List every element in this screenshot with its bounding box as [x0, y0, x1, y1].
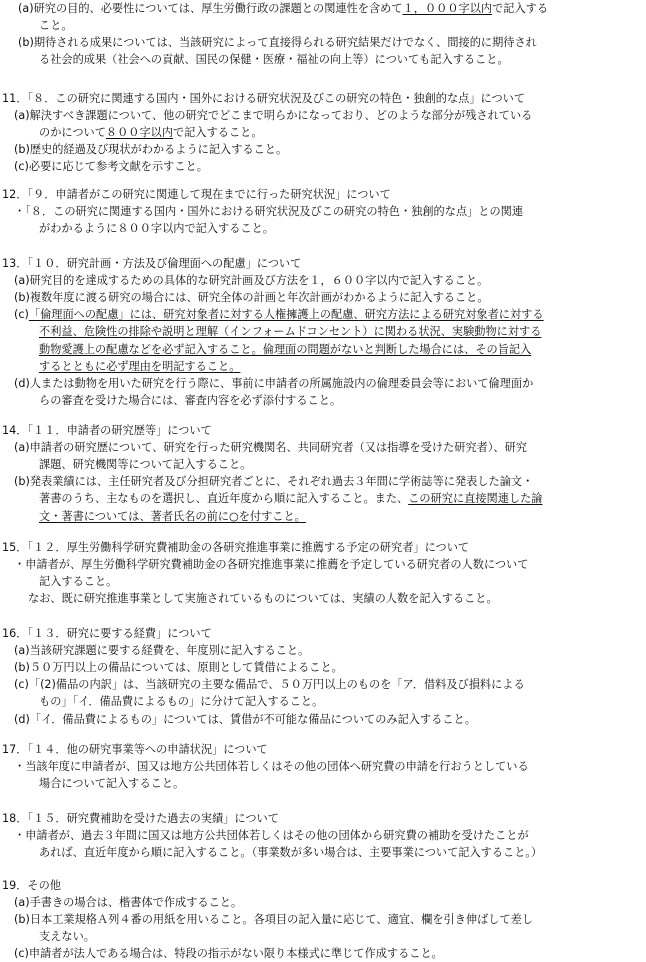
- text-segment: (b)日本工業規格Ａ列４番の用紙を用いること。各項目の記入量に応じて、適宜、欄を引き伸ばして差し: [14, 913, 534, 927]
- text-segment: (d)「イ．備品費によるもの」については、賃借が不可能な備品についてのみ記入すること。: [14, 712, 476, 726]
- section-heading: 16．「１３．研究に要する経費」について: [2, 627, 212, 640]
- text-segment: (a)申請者の研究歴について、研究を行った研究機関名、共同研究者（又は指導を受けた研究者）、研究: [14, 441, 527, 455]
- text-segment: (c): [14, 308, 29, 322]
- underlined-text: するとともに必ず理由を明記すること。: [39, 359, 241, 373]
- text-segment: 課題、研究機関等について記入すること。: [39, 458, 252, 472]
- text-segment: (b)発表業績には、主任研究者及び分担研究者ごとに、それぞれ過去３年間に学術誌等に発表した論文・: [14, 475, 534, 489]
- section-heading: 17．「１４．他の研究事業等への申請状況」について: [2, 743, 268, 756]
- text-segment: (b)５０万円以上の備品については、原則として賃借によること。: [14, 661, 343, 675]
- text-segment: ・申請者が、過去３年間に国又は地方公共団体若しくはその他の団体から研究費の補助を受けたことが: [14, 829, 529, 843]
- text-segment: なお、既に研究推進事業として実施されているものについては、実績の人数を記入すること。: [28, 592, 498, 606]
- item-line: [14, 758, 529, 775]
- text-segment: (b)期待される成果については、当該研究によって直接得られる研究結果だけでなく、間接的に期待され: [18, 36, 537, 50]
- text-segment: 支えない。: [39, 930, 95, 944]
- item-continuation-line: [39, 17, 73, 34]
- item-line: [14, 289, 489, 306]
- item-line: [14, 107, 532, 124]
- section-heading: 19．その他: [2, 879, 61, 892]
- text-segment: (d)人または動物を用いた研究を行う際に、事前に申請者の所属施設内の倫理委員会等において倫理面か: [14, 376, 534, 390]
- text-segment: がわかるように８００字以内で記入すること。: [39, 222, 274, 236]
- section-heading: 18．「１５．研究費補助を受けた過去の実績」について: [2, 812, 279, 825]
- item-continuation-line: [39, 844, 542, 861]
- item-line: [14, 711, 476, 728]
- text-segment: あれば、直近年度から順に記入すること。（事業数が多い場合は、主要事業について記入すること。）: [39, 846, 543, 860]
- text-segment: (a)解決すべき課題について、他の研究でどこまで明らかになっており、どのような部分が残されている: [14, 109, 533, 123]
- text-segment: (b)歴史的経過及び現状がわかるように記入すること。: [14, 143, 288, 157]
- text-segment: らの審査を受けた場合には、審査内容を必ず添付すること。: [39, 393, 342, 407]
- text-segment: (a)研究目的を達成するための具体的な研究計画及び方法を１，６００字以内で記入すること。: [14, 274, 489, 288]
- text-segment: (a)手書きの場合は、楷書体で作成すること。: [14, 896, 243, 910]
- underlined-text: 「倫理面への配慮」には、研究対象者に対する人権擁護上の配慮、研究方法による研究対象者に対する: [28, 308, 544, 322]
- item-continuation-line: [39, 51, 509, 68]
- item-line: [14, 676, 525, 693]
- item-line: [14, 158, 208, 175]
- item-line: [18, 0, 548, 17]
- item-continuation-line: [39, 573, 117, 590]
- text-segment: 記入すること。: [39, 575, 118, 589]
- item-line: [14, 141, 287, 158]
- section-heading: 11．「８．この研究に関連する国内・国外における研究状況及びこの研究の特色・独創的な点」について: [2, 92, 526, 105]
- underlined-text: 動物愛護上の配慮などを必ず記入すること。倫理面の問題がないと判断した場合には、その旨記入: [39, 342, 532, 356]
- text-segment: で記入すること。: [173, 126, 263, 140]
- text-segment: こと。: [39, 19, 73, 33]
- underlined-text: １，０００字以内: [402, 2, 493, 15]
- text-segment: る社会的成果（社会への貢献、国民の保健・医療・福祉の向上等）についても記入すること。: [39, 53, 509, 67]
- item-continuation-line: [39, 490, 542, 507]
- item-line: [14, 556, 528, 573]
- text-segment: (b)複数年度に渡る研究の場合には、研究全体の計画と年次計画がわかるように記入すること。: [14, 291, 489, 305]
- text-segment: (c)必要に応じて参考文献を示すこと。: [14, 160, 208, 174]
- text-segment: ・「８．この研究に関連する国内・国外における研究状況及びこの研究の特色・独創的な点」との関連: [14, 205, 524, 219]
- text-segment: ・申請者が、厚生労働科学研究費補助金の各研究推進事業に推薦を予定している研究者の人数について: [14, 558, 529, 572]
- section-heading: 15．「１２．厚生労働科学研究費補助金の各研究推進事業に推薦する予定の研究者」について: [2, 541, 470, 554]
- item-line: [14, 473, 533, 490]
- item-continuation-line: [39, 693, 323, 710]
- item-line: [14, 827, 529, 844]
- item-line: [14, 439, 527, 456]
- underlined-text: この研究に直接関連した論: [408, 492, 543, 506]
- item-continuation-line: [39, 392, 341, 409]
- item-line: [18, 34, 537, 51]
- item-continuation-line: [39, 508, 306, 525]
- item-continuation-line: [39, 358, 240, 375]
- underlined-text: 文・著書については、著者氏名の前に○を付すこと。: [39, 509, 306, 523]
- item-line: [14, 203, 523, 220]
- item-continuation-line: [28, 590, 498, 607]
- underlined-text: 不利益、危険性の排除や説明と理解（インフォームドコンセント）に関わる状況、実験動物に対する: [39, 325, 542, 339]
- section-heading: 12．「９．申請者がこの研究に関連して現在までに行った研究状況」について: [2, 188, 391, 201]
- text-segment: (a)当該研究課題に要する経費を、年度別に記入すること。: [14, 644, 310, 658]
- text-segment: 場合について記入すること。: [39, 777, 185, 791]
- underlined-text: ８００字以内: [105, 126, 174, 140]
- item-continuation-line: [39, 928, 95, 945]
- item-line: [14, 911, 533, 928]
- section-heading: 13．「１０．研究計画・方法及び倫理面への配慮」について: [2, 257, 302, 270]
- item-line: [14, 272, 488, 289]
- item-line: [14, 659, 343, 676]
- section-heading: 14．「１１．申請者の研究歴等」について: [2, 424, 212, 437]
- item-continuation-line: [39, 775, 184, 792]
- item-line: [14, 642, 309, 659]
- item-line: [14, 375, 533, 392]
- item-line: [14, 306, 544, 323]
- item-continuation-line: [39, 220, 274, 237]
- item-continuation-line: [39, 124, 263, 141]
- text-segment: 著書のうち、主なものを選択し、直近年度から順に記入すること。また、: [39, 492, 409, 506]
- text-segment: (c)「(2)備品の内訳」は、当該研究の主要な備品で、５０万円以上のものを「ア．借料及び損料による: [14, 678, 525, 692]
- text-segment: のかについて: [39, 126, 106, 140]
- item-continuation-line: [39, 323, 541, 340]
- text-segment: (a)研究の目的、必要性については、厚生労働行政の課題との関連性を含めて: [18, 2, 403, 15]
- text-segment: (c)申請者が法人である場合は、特段の指示がない限り本様式に準じて作成すること。: [14, 947, 443, 961]
- text-segment: ・当該年度に申請者が、国又は地方公共団体若しくはその他の団体へ研究費の申請を行おうとしている: [14, 760, 529, 774]
- text-segment: で記入する: [492, 2, 549, 15]
- item-continuation-line: [39, 456, 251, 473]
- item-line: [14, 894, 242, 911]
- item-continuation-line: [39, 341, 531, 358]
- text-segment: もの」「イ．備品費によるもの」に分けて記入すること。: [39, 695, 324, 709]
